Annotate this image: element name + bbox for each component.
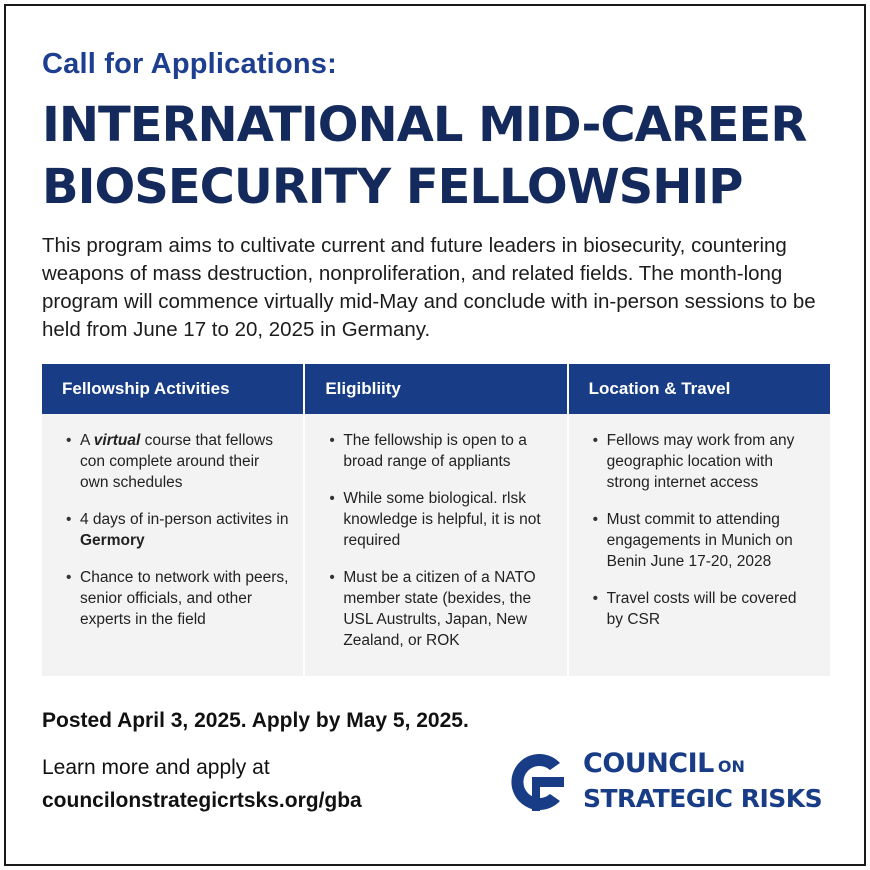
- column-fellowship-activities: [42, 364, 303, 676]
- logo-strategic-risks: STRATEGIC RISKS: [583, 784, 823, 813]
- column-location-travel: [569, 364, 830, 676]
- posted-date: Posted April 3, 2025. Apply by May 5, 2025.: [42, 709, 469, 732]
- list-item: • A virtual course that fellows con complete around their own schedules: [66, 430, 289, 493]
- learn-more-label: Learn more and apply at: [42, 756, 270, 779]
- bullet-list: [42, 414, 303, 646]
- page-title: INTERNATIONAL MID-CAREER BIOSECURITY FELLOWSHIP: [42, 97, 807, 215]
- list-item: • 4 days of in-person activites in Germory: [66, 509, 289, 551]
- csr-wordmark: [583, 748, 822, 815]
- list-item: • Must be a citizen of a NATO member state (bexides, the USL Austrults, Japan, New Zealand, or ROK: [329, 567, 552, 651]
- apply-link[interactable]: councilonstrategicrtsks.org/gba: [42, 789, 362, 812]
- column-heading: Location & Travel: [569, 364, 830, 414]
- list-item: • Chance to network with peers, senior officials, and other experts in the field: [66, 567, 289, 630]
- list-item: • While some biological. rlsk knowledge is helpful, it is not required: [329, 488, 552, 551]
- intro-paragraph: This program aims to cultivate current and future leaders in biosecurity, countering weapons of mass destruction, nonproliferation, and related fields. The month-long program will commence virtually mid-May and conclude with in-person sessions to be held from June 17 to 20, 2025 in Germany.: [42, 234, 816, 341]
- bullet-list: [569, 414, 830, 646]
- list-item: • The fellowship is open to a broad range of appliants: [329, 430, 552, 472]
- list-item: • Travel costs will be covered by CSR: [593, 588, 816, 630]
- logo-on: ON: [717, 757, 745, 776]
- bullet-list: [305, 414, 566, 667]
- csr-logo-icon: [503, 749, 569, 815]
- column-heading: Fellowship Activities: [42, 364, 303, 414]
- flyer-frame: [4, 4, 866, 866]
- logo-council: COUNCIL: [583, 748, 714, 779]
- column-eligibility: [305, 364, 566, 676]
- emphasis: virtual: [93, 432, 141, 449]
- list-item: • Fellows may work from any geographic location with strong internet access: [593, 430, 816, 493]
- kicker: Call for Applications:: [42, 48, 337, 80]
- learn-more: [42, 751, 362, 817]
- info-table: [42, 364, 830, 676]
- emphasis: Germory: [80, 532, 145, 549]
- column-heading: Eligibliity: [305, 364, 566, 414]
- csr-logo: [503, 748, 822, 815]
- list-item: • Must commit to attending engagements in Munich on Benin June 17-20, 2028: [593, 509, 816, 572]
